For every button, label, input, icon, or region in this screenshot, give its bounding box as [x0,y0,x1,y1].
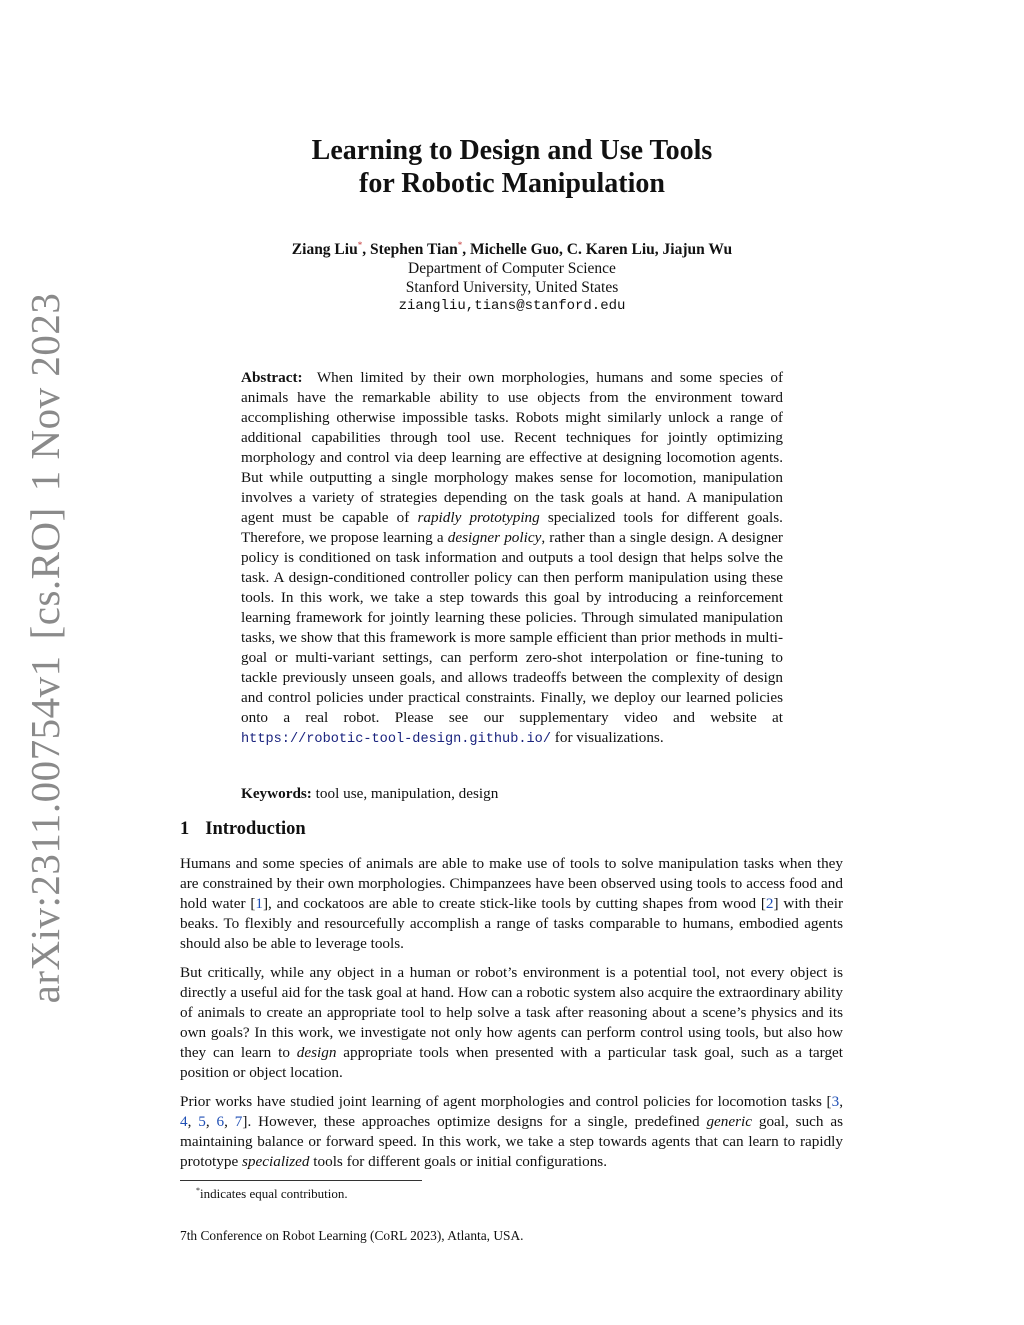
keywords [241,784,783,804]
paragraph-3: Prior works have studied joint learning of agent morphologies and control policies for locomotion tasks [3, 4, 5, 6, 7]. However, these approaches optimize designs for a single, predefined generic goal, such as maintaining balance or forward speed. In this work, we take a step towards agents that can learn to rapidly prototype specialized tools for different goals or initial configurations. [180,1093,844,1170]
abstract-text-2: specialized tools for different goals. Therefore, we propose learning a [241,509,783,546]
keywords-text: tool use, manipulation, design [315,785,499,802]
footnote-equal-contribution [196,1183,348,1202]
author-stephen-tian: Stephen Tian [369,241,458,258]
author-others: Michelle Guo, C. Karen Liu, Jiajun Wu [469,241,733,258]
equal-contribution-mark: * [357,240,363,250]
citation-2[interactable]: 2 [765,895,774,912]
affiliation-university: Stanford University, United States [405,279,619,296]
arxiv-date: 1 Nov 2023 [22,292,68,492]
abstract [241,368,783,750]
footnote-mark: * [196,1186,200,1195]
project-website-link[interactable]: https://robotic-tool-design.github.io/ [241,732,551,747]
abstract-emphasis-designer-policy: designer policy [447,529,542,546]
keywords-label: Keywords: [241,785,312,802]
equal-contribution-mark: * [457,240,463,250]
footnote-divider [180,1180,422,1181]
paper-title-line-2: for Robotic Manipulation [359,168,665,199]
emphasis-specialized: specialized [242,1153,310,1170]
arxiv-category: [cs.RO] [22,507,68,640]
paper-title [0,134,1024,200]
citation-5[interactable]: 5 [198,1113,206,1130]
citation-1[interactable]: 1 [255,895,263,912]
citation-3[interactable]: 3 [831,1093,840,1110]
citation-4[interactable]: 4 [180,1113,188,1130]
abstract-text-4: for visualizations. [551,729,664,746]
author-email: ziangliu,tians@stanford.edu [398,298,626,314]
affiliation-department: Department of Computer Science [408,260,616,277]
emphasis-generic: generic [706,1113,752,1130]
conference-venue: 7th Conference on Robot Learning (CoRL 2023), Atlanta, USA. [180,1228,524,1243]
paper-title-line-1: Learning to Design and Use Tools [311,135,713,166]
citation-7[interactable]: 7 [234,1113,243,1130]
abstract-emphasis-rapidly-prototyping: rapidly prototyping [417,509,540,526]
section-number: 1 [180,819,190,839]
author-block [0,236,1024,316]
section-heading-introduction [180,819,306,840]
citation-6[interactable]: 6 [216,1113,225,1130]
footnote-text: indicates equal contribution. [200,1186,348,1201]
introduction-body [180,854,843,1181]
paragraph-2: But critically, while any object in a human or robot’s environment is a potential tool, not every object is directly a useful aid for the task goal at hand. How can a robotic system also acquire the extraordinary ability of animals to create an appropriate tool to help solve a task after reasoning about a scene’s physics and its own goals? In this work, we investigate not only how agents can perform control using tools, but also how they can learn to design appropriate tools when presented with a particular task goal, such as a target position or object location. [180,964,843,1081]
emphasis-design: design [296,1044,337,1061]
paragraph-1: Humans and some species of animals are able to make use of tools to solve manipulation tasks when they are constrained by their own morphologies. Chimpanzees have been observed using tools to access food and hold water [1], and cockatoos are able to create stick-like tools by cutting shapes from wood [2] with their beaks. To flexibly and resourcefully accomplish a range of tasks comparable to humans, embodied agents should also be able to leverage tools. [180,855,843,952]
abstract-text-3: , rather than a single design. A designer policy is conditioned on task information and outputs a tool design that helps solve the task. A design-conditioned controller policy can then perform manipulation using these tools. In this work, we take a step towards this goal by introducing a reinforcement learning framework for jointly learning these policies. Through simulated manipulation tasks, we show that this framework is more sample efficient than prior methods in multi-goal or multi-variant settings, can perform zero-shot interpolation or fine-tuning to tackle previously unseen goals, and allows tradeoffs between the complexity of design and control policies under practical constraints. Finally, we deploy our learned policies onto a real robot. Please see our supplementary video and website at [241,529,783,726]
arxiv-identifier [21,277,69,1004]
author-ziang-liu: Ziang Liu [291,241,358,258]
abstract-text-1: When limited by their own morphologies, humans and some species of animals have the remarkable ability to use objects from the environment toward accomplishing otherwise impossible tasks. Robots might similarly unlock a range of additional capabilities through tool use. Recent techniques for jointly optimizing morphology and control via deep learning are effective at designing locomotion agents. But while outputting a single morphology makes sense for locomotion, manipulation involves a variety of strategies depending on the task goals at hand. A manipulation agent must be capable of [241,369,783,526]
arxiv-id: arXiv:2311.00754v1 [22,655,68,1004]
abstract-label: Abstract: [241,369,303,386]
section-title: Introduction [205,819,306,839]
author-list: Ziang Liu*, Stephen Tian*, Michelle Guo, C. Karen Liu, Jiajun Wu [291,240,733,258]
